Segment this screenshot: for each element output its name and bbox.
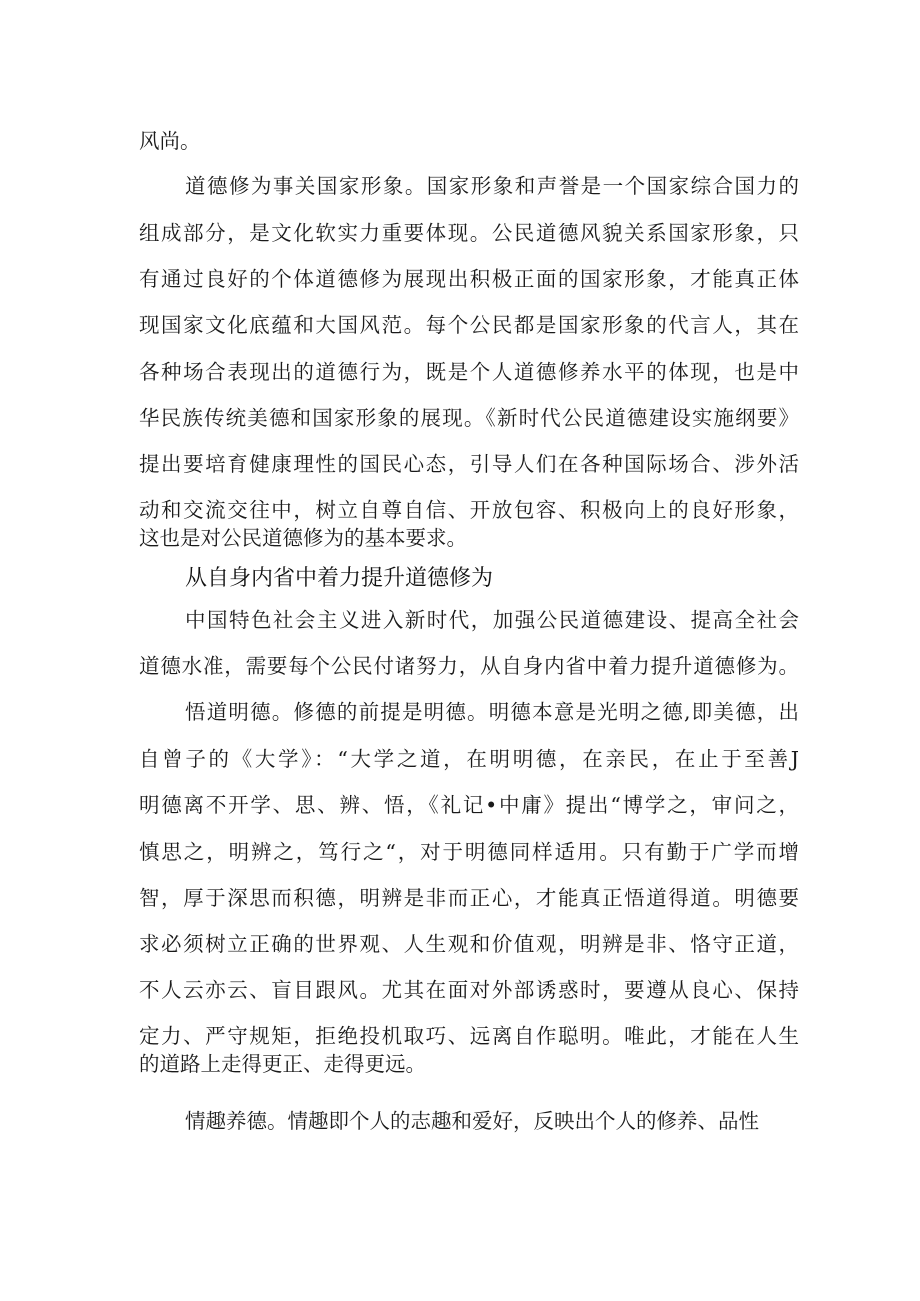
paragraph-line: 各种场合表现出的道德行为，既是个人道德修养水平的体现，也是中 bbox=[139, 360, 799, 384]
paragraph-line: 有通过良好的个体道德修为展现出积极正面的国家形象，才能真正体 bbox=[139, 267, 799, 291]
paragraph-line: 自曾子的《大学》：“大学之道，在明明德，在亲民，在止于至善J bbox=[139, 747, 799, 771]
paragraph-line: 道德水准，需要每个公民付诸努力，从自身内省中着力提升道德修为。 bbox=[139, 654, 799, 678]
paragraph-line: 求必须树立正确的世界观、人生观和价值观，明辨是非、恪守正道， bbox=[139, 932, 799, 956]
paragraph-line: 定力、严守规矩，拒绝投机取巧、远离自作聪明。唯此，才能在人生 bbox=[139, 1024, 799, 1048]
paragraph-line: 悟道明德。修德的前提是明德。明德本意是光明之德,即美德，出 bbox=[185, 700, 799, 724]
paragraph-line: 情趣养德。情趣即个人的志趣和爱好，反映出个人的修养、品性 bbox=[185, 1109, 759, 1133]
paragraph-line: 中国特色社会主义进入新时代，加强公民道德建设、提高全社会 bbox=[185, 608, 799, 632]
paragraph-line: 明德离不开学、思、辨、悟，《礼记•中庸》提出“博学之，审问之， bbox=[139, 793, 799, 817]
paragraph-line: 的道路上走得更正、走得更远。 bbox=[139, 1052, 426, 1076]
section-heading: 从自身内省中着力提升道德修为 bbox=[185, 566, 494, 591]
paragraph-line: 风尚。 bbox=[139, 129, 201, 153]
paragraph-line: 组成部分，是文化软实力重要体现。公民道德风貌关系国家形象，只 bbox=[139, 221, 799, 245]
paragraph-line: 动和交流交往中，树立自尊自信、开放包容、积极向上的良好形象， bbox=[139, 498, 799, 522]
paragraph-line: 现国家文化底蕴和大国风范。每个公民都是国家形象的代言人，其在 bbox=[139, 313, 799, 337]
paragraph-line: 华民族传统美德和国家形象的展现。《新时代公民道德建设实施纲要》 bbox=[139, 406, 799, 430]
paragraph-line: 道德修为事关国家形象。国家形象和声誉是一个国家综合国力的 bbox=[185, 174, 799, 198]
paragraph-line: 不人云亦云、盲目跟风。尤其在面对外部诱惑时，要遵从良心、保持 bbox=[139, 978, 799, 1002]
paragraph-line: 智，厚于深思而积德，明辨是非而正心，才能真正悟道得道。明德要 bbox=[139, 886, 799, 910]
paragraph-line: 提出要培育健康理性的国民心态，引导人们在各种国际场合、涉外活 bbox=[139, 452, 799, 476]
paragraph-line: 这也是对公民道德修为的基本要求。 bbox=[139, 526, 467, 550]
paragraph-line: 慎思之，明辨之，笃行之“，对于明德同样适用。只有勤于广学而增 bbox=[139, 840, 799, 864]
